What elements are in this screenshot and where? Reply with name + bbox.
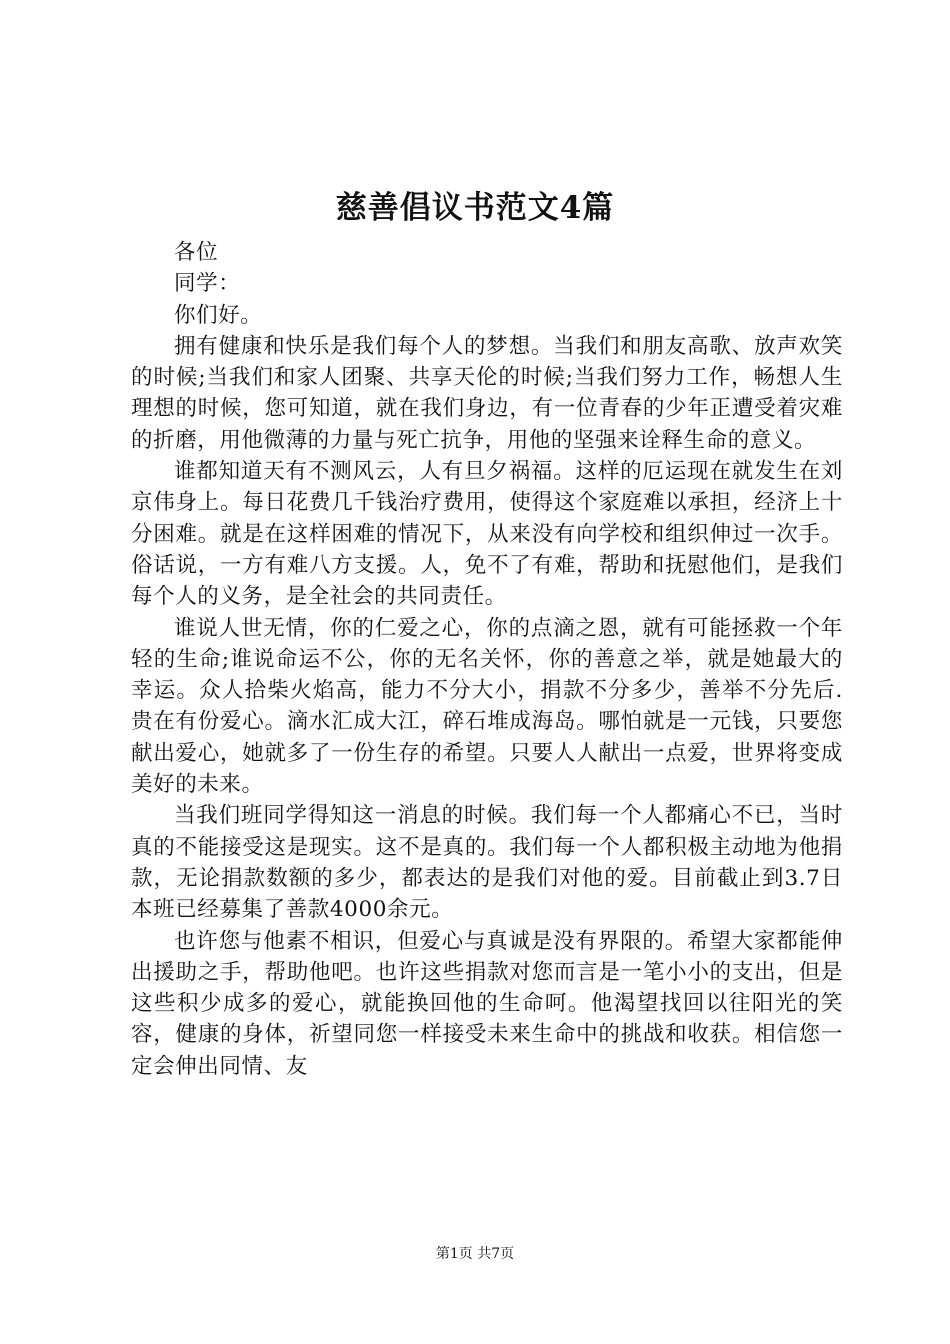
page-footer: 第1页 共7页 <box>435 1246 515 1262</box>
document-body <box>131 237 843 1082</box>
paragraph: 也许您与他素不相识，但爱心与真诚是没有界限的。希望大家都能伸出援助之手，帮助他吧。也许这些捐款对您而言是一笔小小的支出，但是这些积少成多的爱心，就能换回他的生命呵。他渴望找回以往阳光的笑容，健康的身体，祈望同您一样接受未来生命中的挑战和收获。相信您一定会伸出同情、友 <box>131 928 843 1079</box>
paragraph: 谁说人世无情，你的仁爱之心，你的点滴之恩，就有可能拯救一个年轻的生命;谁说命运不公，你的无名关怀，你的善意之举，就是她最大的幸运。众人拾柴火焰高，能力不分大小，捐款不分多少，善举不分先后.贵在有份爱心。滴水汇成大江，碎石堆成海岛。哪怕就是一元钱，只要您献出爱心，她就多了一份生存的希望。只要人人献出一点爱，世界将变成美好的未来。 <box>131 615 843 798</box>
paragraph: 当我们班同学得知这一消息的时候。我们每一个人都痛心不已，当时真的不能接受这是现实。这不是真的。我们每一个人都积极主动地为他捐款，无论捐款数额的多少，都表达的是我们对他的爱。目前截止到3.7日本班已经募集了善款4000余元。 <box>131 803 843 923</box>
paragraph: 拥有健康和快乐是我们每个人的梦想。当我们和朋友高歌、放声欢笑的时候;当我们和家人团聚、共享天伦的时候;当我们努力工作，畅想人生理想的时候，您可知道，就在我们身边，有一位青春的少年正遭受着灾难的折磨，用他微薄的力量与死亡抗争，用他的坚强来诠释生命的意义。 <box>131 333 843 453</box>
paragraph: 谁都知道天有不测风云，人有旦夕祸福。这样的厄运现在就发生在刘京伟身上。每日花费几千钱治疗费用，使得这个家庭难以承担，经济上十分困难。就是在这样困难的情况下，从来没有向学校和组织伸过一次手。俗话说，一方有难八方支援。人，免不了有难，帮助和抚慰他们，是我们每个人的义务，是全社会的共同责任。 <box>131 459 843 610</box>
page-title: 慈善倡议书范文4篇 <box>335 190 615 226</box>
greeting-line: 各位 <box>174 240 219 265</box>
greeting-line: 同学： <box>174 271 241 297</box>
greeting-line: 你们好。 <box>174 302 263 328</box>
